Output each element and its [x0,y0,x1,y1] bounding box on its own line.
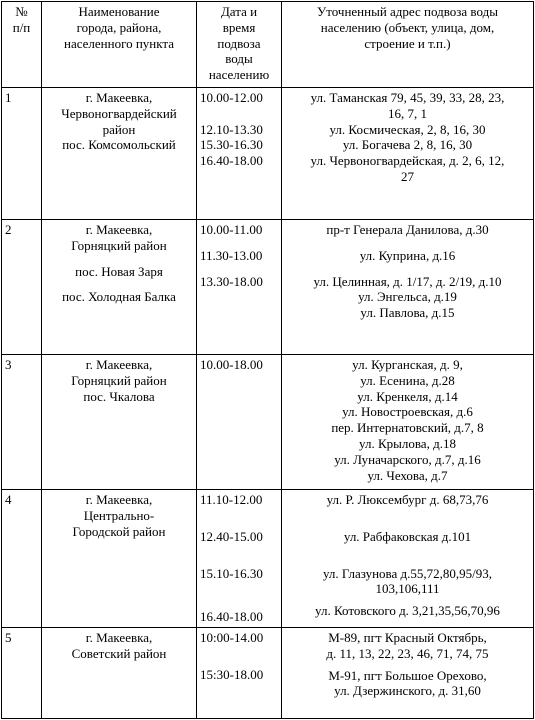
place-line: Городской район [72,523,166,539]
row-place [42,355,197,490]
address-line: М-91, пгт Большое Орехово, ул. Дзержинского, д. 31,60 [328,667,487,699]
time-slot: 16.40-18.00 [200,609,263,625]
table-header-row [2,2,534,88]
row-times [197,628,282,719]
address-line: пр-т Генерала Данилова, д.30 [326,222,489,237]
address-line: ул. Чехова, д.7 [367,467,448,483]
address-line: ул. Куприна, д.16 [359,247,456,263]
row-num: 5 [2,628,42,719]
table-row [2,355,534,490]
place-line: г. Макеевка, [85,492,153,507]
time-slot: 16.40-18.00 [200,153,263,169]
table-row [2,220,534,355]
place-line: Центрально- [83,507,155,523]
address-line: ул. Кренкеля, д.14 [357,388,458,404]
table-row [2,88,534,220]
time-slot: 12.10-13.30 [200,121,263,137]
header-num: № п/п [2,2,42,88]
row-addresses [282,628,534,719]
row-times [197,88,282,220]
row-num: 3 [2,355,42,490]
address-line: ул. Глазунова д.55,72,80,95/93, 103,106,111 [323,565,492,597]
header-place: Наименование города, района, населенного пункта [42,2,197,88]
place-line: район [102,121,136,137]
row-times [197,355,282,490]
time-slot: 11.30-13.00 [200,247,263,263]
table-row [2,490,534,628]
row-addresses [282,88,534,220]
address-line: ул. Энгельса, д.19 [358,289,457,305]
place-line: пос. Новая Заря [75,263,163,279]
address-line: ул. Крылова, д.18 [359,435,456,451]
row-place [42,628,197,719]
row-num: 2 [2,220,42,355]
time-slot: 10.00-12.00 [200,90,263,105]
place-line: г. Макеевка, [85,222,153,237]
address-line: ул. Луначарского, д.7, д.16 [334,451,481,467]
time-slot: 12.40-15.00 [200,528,263,544]
place-line: Горняцкий район [71,372,167,388]
row-times [197,220,282,355]
row-addresses [282,220,534,355]
place-line: пос. Чкалова [83,388,155,404]
address-line: ул. Рабфаковская д.101 [343,528,472,544]
address-line: ул. Таманская 79, 45, 39, 33, 28, 23, 16, 7, 1 [310,90,505,121]
address-line: ул. Космическая, 2, 8, 16, 30 [329,121,486,137]
header-address: Уточненный адрес подвоза воды населению (объект, улица, дом, строение и т.п.) [282,2,534,88]
place-line: г. Макеевка, [85,90,153,105]
address-line: ул. Богачева 2, 8, 16, 30 [342,137,473,153]
time-slot: 11.10-12.00 [200,492,263,507]
row-place [42,490,197,628]
row-num: 4 [2,490,42,628]
place-line: Горняцкий район [71,237,167,253]
address-line: ул. Новостроевская, д.6 [342,404,473,420]
address-line: ул. Р. Люксембург д. 68,73,76 [326,492,489,507]
row-place [42,220,197,355]
address-line: М-89, пгт Красный Октябрь, д. 11, 13, 22, 23, 46, 71, 74, 75 [326,630,489,661]
time-slot: 15.10-16.30 [200,565,263,581]
place-line: Червоногвардейский [61,105,177,121]
table-row [2,628,534,719]
time-slot: 15.30-16.30 [200,137,263,153]
header-datetime: Дата и время подвоза воды населению [197,2,282,88]
place-line: пос. Комсомольский [62,137,176,153]
address-line: ул. Котовского д. 3,21,35,56,70,96 [315,603,500,619]
address-line: ул. Целинная, д. 1/17, д. 2/19, д.10 [313,273,502,289]
row-place [42,88,197,220]
row-num: 1 [2,88,42,220]
time-slot: 15:30-18.00 [200,666,264,682]
time-slot: 10.00-11.00 [200,222,263,237]
address-line: пер. Интернатовский, д.7, 8 [331,420,484,436]
row-addresses [282,490,534,628]
row-times [197,490,282,628]
address-line: ул. Червоногвардейская, д. 2, 6, 12, 27 [310,153,505,184]
address-line: ул. Курганская, д. 9, [352,357,463,372]
water-delivery-table [1,1,534,719]
time-slot: 10:00-14.00 [200,630,264,645]
place-line: г. Макеевка, [85,357,153,372]
time-slot: 10.00-18.00 [200,357,263,372]
address-line: ул. Есенина, д.28 [360,372,455,388]
row-addresses [282,355,534,490]
time-slot: 13.30-18.00 [200,273,263,289]
place-line: пос. Холодная Балка [62,289,176,305]
place-line: г. Макеевка, [85,630,153,645]
address-line: ул. Павлова, д.15 [360,305,455,321]
place-line: Советский район [71,645,167,661]
